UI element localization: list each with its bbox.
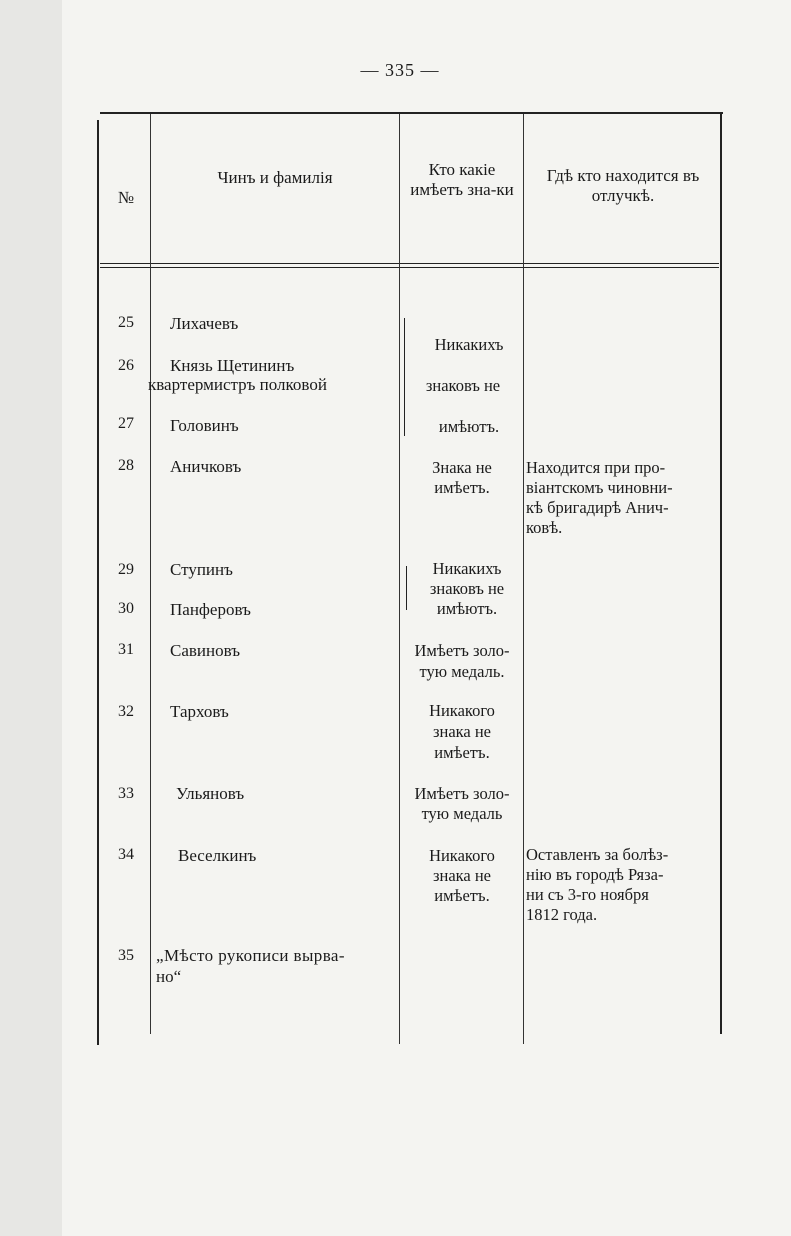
row-number: 25 xyxy=(118,314,134,331)
where-cell: віантскомъ чиновни- xyxy=(526,478,673,497)
marks-cell: знака не xyxy=(432,722,492,741)
row-number: 34 xyxy=(118,846,134,863)
row-name: Ульяновъ xyxy=(176,784,245,803)
marks-cell: имѣетъ. xyxy=(434,743,490,762)
marks-cell: имѣютъ. xyxy=(438,417,500,436)
marks-cell: знаковъ не xyxy=(425,376,501,395)
row-name: Аничковъ xyxy=(170,457,242,476)
row-number: 29 xyxy=(118,561,134,578)
row-number: 27 xyxy=(118,415,134,432)
row-number: 30 xyxy=(118,600,134,617)
where-cell: ковѣ. xyxy=(526,518,563,537)
row-name: Ступинъ xyxy=(170,560,233,579)
header-name: Чинъ и фамилія xyxy=(217,168,333,187)
row-name: Панферовъ xyxy=(170,600,251,619)
page-margin xyxy=(0,0,62,1236)
row-name: квартермистръ полковой xyxy=(148,375,327,394)
marks-cell: знака не xyxy=(432,866,492,885)
column-divider-name xyxy=(399,114,400,1044)
row-number: 31 xyxy=(118,641,134,658)
marks-cell: Никакого xyxy=(429,701,495,720)
header-where: Гдѣ кто находится въ отлучкѣ. xyxy=(546,166,700,205)
row-name: Князь Щетининъ xyxy=(170,356,295,375)
table-top-rule xyxy=(100,112,723,114)
where-cell: кѣ бригадирѣ Анич- xyxy=(526,498,669,517)
marks-cell: Имѣетъ золо- xyxy=(414,641,510,660)
header-separator-rule-2 xyxy=(100,267,719,268)
where-cell: Находится при про- xyxy=(526,458,666,477)
marks-cell: Никакихъ xyxy=(432,559,502,578)
row-name: „Мѣсто рукописи вырва- xyxy=(156,946,345,965)
row-name: Тарховъ xyxy=(170,702,229,721)
header-num: № xyxy=(117,188,135,207)
column-divider-num xyxy=(150,114,151,1034)
marks-cell: Знака не xyxy=(432,458,492,477)
marks-cell: имѣютъ. xyxy=(436,599,498,618)
page-number: — 335 — xyxy=(360,60,440,80)
row-name: Савиновъ xyxy=(170,641,241,660)
marks-cell: тую медаль. xyxy=(419,662,505,681)
row-number: 33 xyxy=(118,785,134,802)
where-cell: Оставленъ за болѣз- xyxy=(526,845,669,864)
row-number: 32 xyxy=(118,703,134,720)
row-number: 35 xyxy=(118,947,134,964)
marks-cell: Никакихъ xyxy=(434,335,504,354)
row-name: Веселкинъ xyxy=(178,846,257,865)
row-number: 26 xyxy=(118,357,134,374)
row-name: Головинъ xyxy=(170,416,239,435)
table-left-border xyxy=(97,120,99,1045)
marks-cell: тую медаль xyxy=(421,804,503,823)
marks-cell: имѣетъ. xyxy=(434,478,490,497)
where-cell: нію въ городѣ Ряза- xyxy=(526,865,664,884)
row-name: Лихачевъ xyxy=(170,314,239,333)
row-number: 28 xyxy=(118,457,134,474)
marks-cell: знаковъ не xyxy=(429,579,505,598)
row-name: но“ xyxy=(156,967,182,986)
header-separator-rule xyxy=(100,263,719,264)
marks-cell: имѣетъ. xyxy=(434,886,490,905)
header-marks: Кто какіе имѣетъ зна-ки xyxy=(410,160,514,199)
table-right-border xyxy=(720,114,722,1034)
where-cell: 1812 года. xyxy=(526,905,598,924)
where-cell: ни съ 3-го ноября xyxy=(526,885,649,904)
marks-cell: Никакого xyxy=(429,846,495,865)
marks-cell: Имѣетъ золо- xyxy=(414,784,510,803)
